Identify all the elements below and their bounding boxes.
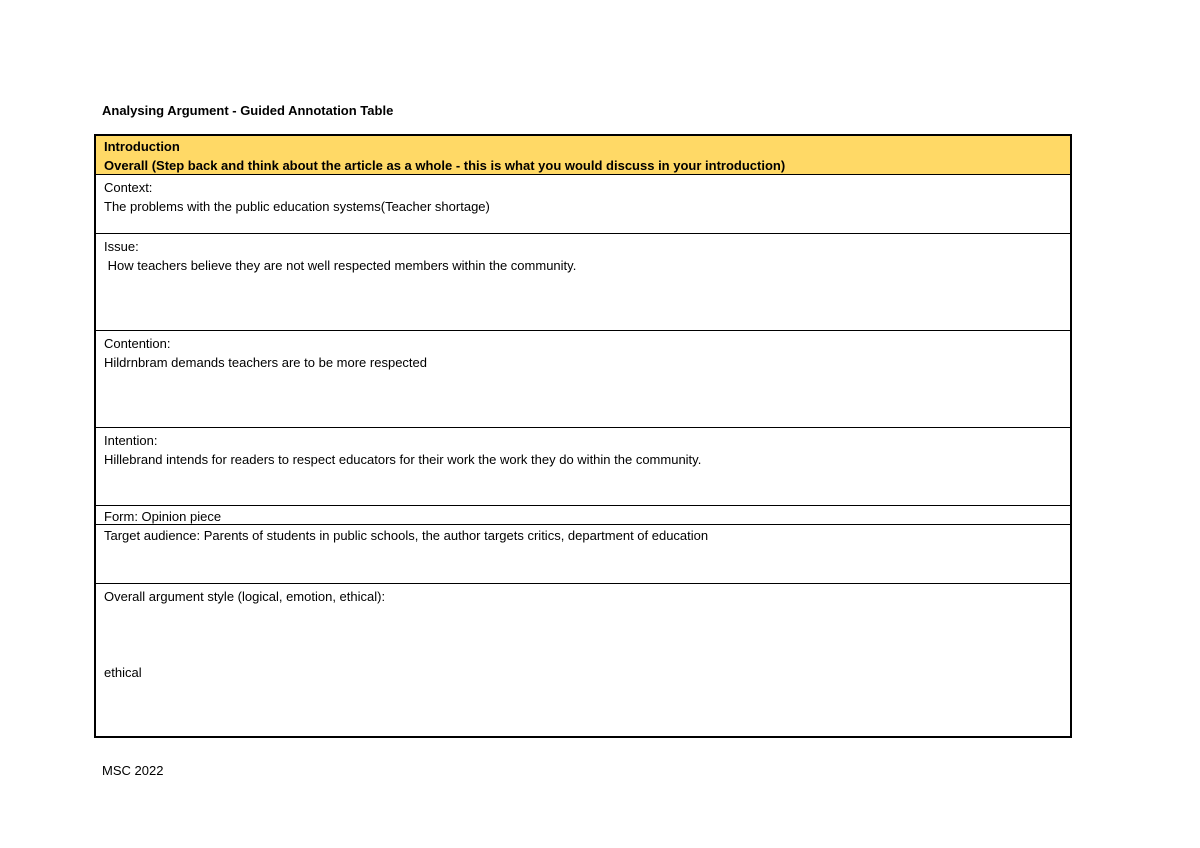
row-issue [96, 233, 1070, 330]
header-title: Introduction [104, 139, 180, 154]
style-value: ethical [104, 665, 142, 680]
document-title: Analysing Argument - Guided Annotation Table [102, 103, 394, 118]
context-value: The problems with the public education systems(Teacher shortage) [104, 199, 490, 214]
form-label: Form: Opinion piece [104, 509, 222, 524]
row-contention [96, 330, 1070, 427]
style-spacer [104, 606, 1070, 663]
row-context [96, 174, 1070, 233]
table-header-introduction [96, 136, 1070, 174]
footer-text: MSC 2022 [102, 763, 164, 778]
intention-label: Intention: [104, 433, 158, 448]
intention-value: Hillebrand intends for readers to respect educators for their work the work they do within the community. [104, 452, 702, 467]
row-argument-style [96, 583, 1070, 736]
contention-value: Hildrnbram demands teachers are to be more respected [104, 355, 427, 370]
header-subtitle: Overall (Step back and think about the article as a whole - this is what you would discuss in your introduction) [104, 158, 786, 173]
annotation-table [94, 134, 1072, 738]
row-intention [96, 427, 1070, 505]
style-label: Overall argument style (logical, emotion, ethical): [104, 589, 386, 604]
issue-value: How teachers believe they are not well respected members within the community. [104, 258, 577, 273]
row-form [96, 505, 1070, 524]
audience-label: Target audience: Parents of students in public schools, the author targets critics, department of education [104, 528, 709, 543]
row-target-audience [96, 524, 1070, 583]
contention-label: Contention: [104, 336, 171, 351]
issue-label: Issue: [104, 239, 139, 254]
context-label: Context: [104, 180, 153, 195]
